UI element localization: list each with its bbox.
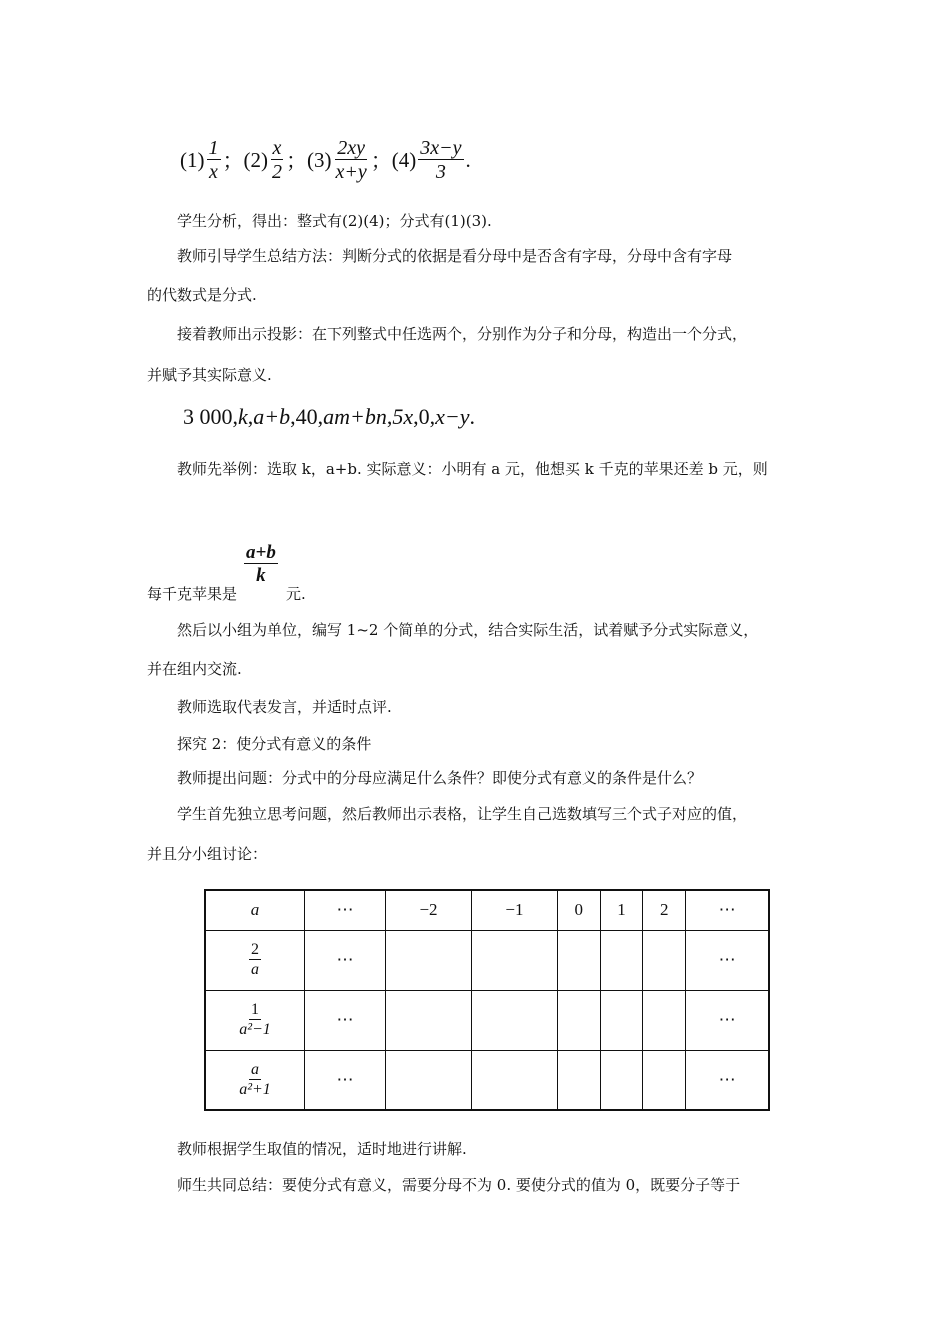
paragraph-price-per-kg-pre: 每千克苹果是 — [147, 585, 238, 603]
integer-expressions-row — [183, 404, 475, 430]
eq-fraction-2 — [270, 138, 284, 182]
table-header-row — [205, 890, 769, 930]
row-fraction-num: a — [251, 1060, 259, 1078]
eq-label-4: (4) — [391, 147, 417, 172]
expr-item: am+bn — [323, 404, 387, 429]
table-cell: ⋯ — [686, 930, 769, 990]
paragraph-method-line1: 教师引导学生总结方法：判断分式的依据是看分母中是否含有字母，分母中含有字母 — [177, 247, 733, 265]
eq-fraction-4 — [418, 138, 463, 182]
table-cell[interactable] — [643, 930, 686, 990]
paragraph-group-work-line1: 然后以小组为单位，编写 1~2 个简单的分式，结合实际生活，试着赋予分式实际意义， — [177, 621, 759, 639]
row-fraction-den: a²−1 — [239, 1021, 271, 1038]
table-header-cell: ⋯ — [686, 890, 769, 930]
paragraph-teacher-example: 教师先举例：选取 k，a+b. 实际意义：小明有 a 元，他想买 k 千克的苹果还差 b 元，则 — [177, 460, 768, 478]
table-cell: ⋯ — [305, 990, 386, 1050]
paragraph-projection-line1: 接着教师出示投影：在下列整式中任选两个，分别作为分子和分母，构造出一个分式， — [177, 325, 748, 343]
eq-label-1: (1) — [180, 147, 205, 172]
table-cell[interactable] — [386, 930, 472, 990]
eq-fraction-3-num: 2xy — [337, 137, 365, 159]
paragraph-teacher-explains: 教师根据学生取值的情况，适时地进行讲解. — [177, 1140, 467, 1158]
example-fraction — [242, 543, 280, 585]
table-cell[interactable] — [600, 930, 643, 990]
table-cell[interactable] — [643, 990, 686, 1050]
table-header-cell: a — [205, 890, 305, 930]
example-fraction-num: a+b — [246, 542, 276, 563]
expr-sep: , — [290, 404, 296, 429]
table-header-cell: 1 — [600, 890, 643, 930]
eq-fraction-3-den: x+y — [335, 161, 367, 183]
eq-fraction-2-den: 2 — [272, 161, 282, 183]
row-fraction-num: 2 — [251, 941, 259, 958]
table-cell[interactable] — [557, 990, 600, 1050]
table-cell[interactable] — [471, 990, 557, 1050]
paragraph-student-think-line1: 学生首先独立思考问题，然后教师出示表格，让学生自己选数填写三个式子对应的值， — [177, 805, 748, 823]
table-cell: ⋯ — [686, 1050, 769, 1110]
table-row-label — [205, 1050, 305, 1110]
section-heading-explore-2: 探究 2：使分式有意义的条件 — [177, 735, 372, 753]
table-row — [205, 990, 769, 1050]
table-cell[interactable] — [386, 990, 472, 1050]
table-row — [205, 1050, 769, 1110]
eq-fraction-2-num: x — [272, 137, 282, 159]
eq-fraction-1-den: x — [209, 161, 218, 183]
paragraph-student-think-line2: 并且分小组讨论： — [147, 845, 268, 863]
table-header-cell: 2 — [643, 890, 686, 930]
row-fraction-den: a²+1 — [239, 1080, 271, 1098]
eq-fraction-1 — [207, 138, 221, 182]
table-cell[interactable] — [471, 930, 557, 990]
fraction-examples-row — [180, 138, 471, 182]
eq-sep-1: ； — [222, 149, 244, 173]
expr-item: 5x — [392, 404, 414, 429]
row-fraction-den: a — [251, 961, 259, 978]
eq-label-2: (2) — [243, 147, 268, 172]
table-cell[interactable] — [643, 1050, 686, 1110]
expr-sep: , — [247, 404, 254, 429]
table-cell[interactable] — [600, 990, 643, 1050]
paragraph-teacher-question: 教师提出问题：分式中的分母应满足什么条件？即使分式有意义的条件是什么？ — [177, 769, 703, 787]
paragraph-price-per-kg-post: 元. — [286, 585, 306, 603]
expr-sep: , — [413, 404, 419, 429]
eq-sep-2: ； — [286, 149, 307, 173]
paragraph-teacher-selects: 教师选取代表发言，并适时点评. — [177, 698, 392, 716]
expr-sep: , — [429, 404, 436, 429]
eq-fraction-1-num: 1 — [208, 137, 219, 159]
expr-sep: , — [232, 404, 238, 429]
expr-plain: 3 000 — [183, 404, 233, 429]
table-cell: ⋯ — [305, 930, 386, 990]
paragraph-method-line2: 的代数式是分式. — [147, 286, 257, 304]
table-cell: ⋯ — [305, 1050, 386, 1110]
paragraph-projection-line2: 并赋予其实际意义. — [147, 366, 272, 384]
table-cell: ⋯ — [686, 990, 769, 1050]
eq-fraction-4-num: 3x−y — [420, 137, 462, 159]
eq-fraction-3 — [334, 138, 369, 182]
eq-fraction-4-den: 3 — [435, 161, 446, 183]
paragraph-summary: 师生共同总结：要使分式有意义，需要分母不为 0. 要使分式的值为 0，既要分子等于 — [177, 1176, 741, 1194]
expr-item: 40 — [295, 404, 318, 429]
table-row-label — [205, 990, 305, 1050]
expr-item: a+b — [253, 404, 291, 429]
table-cell[interactable] — [600, 1050, 643, 1110]
table-row — [205, 930, 769, 990]
table-cell[interactable] — [386, 1050, 472, 1110]
eq-label-3: (3) — [307, 147, 332, 172]
eq-sep-3: ； — [370, 149, 392, 173]
value-table — [204, 889, 770, 1111]
expr-sep: , — [317, 404, 324, 429]
table-header-cell: 0 — [557, 890, 600, 930]
table-row-label — [205, 930, 305, 990]
table-cell[interactable] — [557, 1050, 600, 1110]
eq-sep-4: . — [465, 147, 471, 172]
expr-sep: , — [386, 404, 393, 429]
table-cell[interactable] — [471, 1050, 557, 1110]
table-header-cell: −2 — [386, 890, 472, 930]
table-header-cell: −1 — [471, 890, 557, 930]
expr-item: 0 — [418, 404, 430, 429]
paragraph-student-analysis: 学生分析，得出：整式有(2)(4)；分式有(1)(3). — [177, 212, 492, 230]
expr-end: . — [469, 404, 475, 429]
row-fraction-num: 1 — [251, 1001, 259, 1018]
expr-item: x−y — [435, 404, 470, 429]
paragraph-group-work-line2: 并在组内交流. — [147, 660, 242, 678]
expr-item: k — [238, 404, 248, 429]
example-fraction-den: k — [256, 565, 266, 586]
table-header-cell: ⋯ — [305, 890, 386, 930]
table-cell[interactable] — [557, 930, 600, 990]
